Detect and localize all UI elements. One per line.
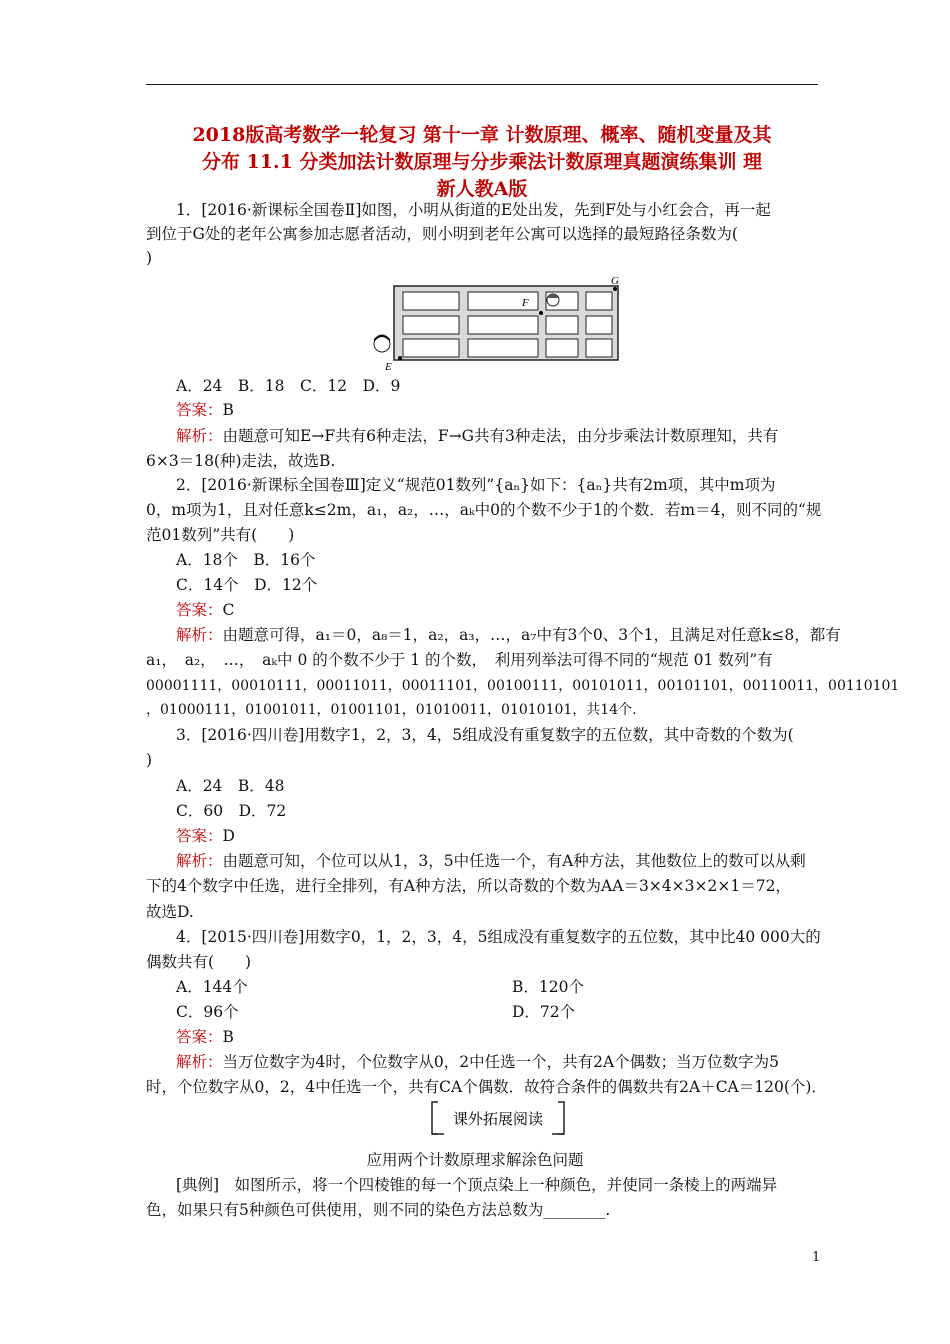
q3-options-cd: C．60 D．72	[176, 802, 287, 820]
title-line-3: 新人教A版	[436, 178, 528, 200]
q2-options-ab: A．18个 B．16个	[176, 551, 316, 569]
q2-stem-line-2: 0，m项为1，且对任意k≤2m，a₁，a₂，…，aₖ中0的个数不少于1的个数．若m＝4，则不同的“规	[146, 501, 822, 519]
extra-box-title: 课外拓展阅读	[452, 1110, 544, 1128]
label-e: E	[385, 361, 392, 372]
document-title	[140, 122, 824, 203]
answer-value: D	[222, 827, 235, 845]
q4-analysis-line-1	[176, 1052, 779, 1072]
q1-analysis-line-1	[176, 426, 778, 446]
q4-option-b: B．120个	[512, 978, 584, 996]
q1-options: A．24 B．18 C．12 D．9	[176, 377, 401, 395]
q4-analysis-line-2: 时，个位数字从0，2，4中任选一个，共有CA个偶数．故符合条件的偶数共有2A＋CA＝120(个)．	[146, 1078, 827, 1096]
answer-label: 答案：	[176, 401, 223, 419]
analysis-label: 解析：	[176, 852, 223, 870]
q4-options-row-1	[176, 977, 248, 997]
example-line-1: [典例] 如图所示，将一个四棱锥的每一个顶点染上一种颜色，并使同一条棱上的两端异	[176, 1176, 778, 1194]
q2-analysis-line-1	[176, 625, 841, 645]
analysis-text: 当万位数字为4时，个位数字从0，2中任选一个，共有2A个偶数；当万位数字为5	[222, 1053, 780, 1071]
q3-stem-line-2: )	[146, 751, 153, 769]
analysis-text: 由题意可得，a₁＝0，a₈＝1，a₂，a₃，…，a₇中有3个0、3个1，且满足对任意k≤8，都有	[222, 626, 841, 644]
page-number: 1	[812, 1250, 821, 1265]
q4-option-c: C．96个	[176, 1003, 239, 1021]
q4-stem-line-2: 偶数共有( )	[146, 953, 252, 971]
q3-options-ab: A．24 B．48	[176, 777, 285, 795]
q2-options-cd: C．14个 D．12个	[176, 576, 318, 594]
q4-option-d: D．72个	[512, 1003, 576, 1021]
q4-stem-line-1: 4．[2015·四川卷]用数字0，1，2，3，4，5组成没有重复数字的五位数，其中比40 000大的	[176, 928, 821, 946]
q3-answer	[176, 826, 235, 846]
example-line-2: 色，如果只有5种颜色可供使用，则不同的染色方法总数为________.	[146, 1201, 611, 1219]
q3-analysis-line-2: 下的4个数字中任选，进行全排列，有A种方法，所以奇数的个数为AA＝3×4×3×2×1＝72，	[146, 877, 791, 895]
header-rule	[146, 84, 818, 85]
analysis-label: 解析：	[176, 626, 223, 644]
label-f: F	[522, 297, 529, 309]
q4-answer	[176, 1027, 234, 1047]
answer-label: 答案：	[176, 601, 223, 619]
q2-analysis-line-4: ，01000111，01001011，01001101，01010011，01010101，共14个.	[146, 702, 637, 718]
label-g: G	[611, 276, 619, 287]
extra-subtitle: 应用两个计数原理求解涂色问题	[366, 1151, 584, 1169]
answer-label: 答案：	[176, 1028, 223, 1046]
point-g	[613, 287, 617, 291]
q2-analysis-line-2: a₁， a₂， …， aₖ中 0 的个数不少于 1 的个数， 利用列举法可得不同的“规范 01 数列”有	[146, 651, 773, 669]
q2-analysis-line-3: 00001111，00010111，00011011，00011101，00100111，00101011，00101101，00110011，00110101	[146, 678, 900, 694]
q1-stem-line-3: )	[146, 249, 153, 267]
q3-analysis-line-3: 故选D.	[146, 903, 194, 921]
q2-answer	[176, 600, 234, 620]
title-line-1: 2018版高考数学一轮复习 第十一章 计数原理、概率、随机变量及其	[192, 124, 772, 146]
q3-stem-line-1: 3．[2016·四川卷]用数字1，2，3，4，5组成没有重复数字的五位数，其中奇数的个数为(	[176, 726, 794, 744]
point-e	[398, 356, 402, 360]
q4-option-a: A．144个	[176, 978, 248, 996]
boy-icon	[374, 335, 390, 353]
analysis-label: 解析：	[176, 1053, 223, 1071]
q1-stem-line-1: 1．[2016·新课标全国卷Ⅱ]如图，小明从街道的E处出发，先到F处与小红会合，再一起	[176, 201, 771, 219]
girl-icon	[547, 294, 559, 306]
analysis-text: 由题意可知E→F共有6种走法，F→G共有3种走法，由分步乘法计数原理知，共有	[222, 427, 779, 445]
answer-label: 答案：	[176, 827, 223, 845]
answer-value: B	[222, 1028, 234, 1046]
street-grid-figure	[372, 276, 622, 372]
q2-stem-line-3: 范01数列”共有( )	[146, 526, 295, 544]
answer-value: B	[222, 401, 234, 419]
title-line-2: 分布 11.1 分类加法计数原理与分步乘法计数原理真题演练集训 理	[201, 151, 763, 173]
analysis-text: 由题意可知，个位可以从1，3，5中任选一个，有A种方法，其他数位上的数可以从剩	[222, 852, 806, 870]
q1-analysis-line-2: 6×3＝18(种)走法，故选B.	[146, 452, 336, 470]
q2-stem-line-1: 2．[2016·新课标全国卷Ⅲ]定义“规范01数列”{aₙ}如下：{aₙ}共有2m项，其中m项为	[176, 476, 776, 494]
analysis-label: 解析：	[176, 427, 223, 445]
q1-stem-line-2: 到位于G处的老年公寓参加志愿者活动，则小明到老年公寓可以选择的最短路径条数为(	[146, 225, 738, 243]
answer-value: C	[222, 601, 235, 619]
q1-answer	[176, 400, 234, 420]
q4-options-row-2	[176, 1002, 239, 1022]
extra-reading-box	[430, 1100, 566, 1136]
point-f	[539, 311, 543, 315]
q3-analysis-line-1	[176, 851, 806, 871]
